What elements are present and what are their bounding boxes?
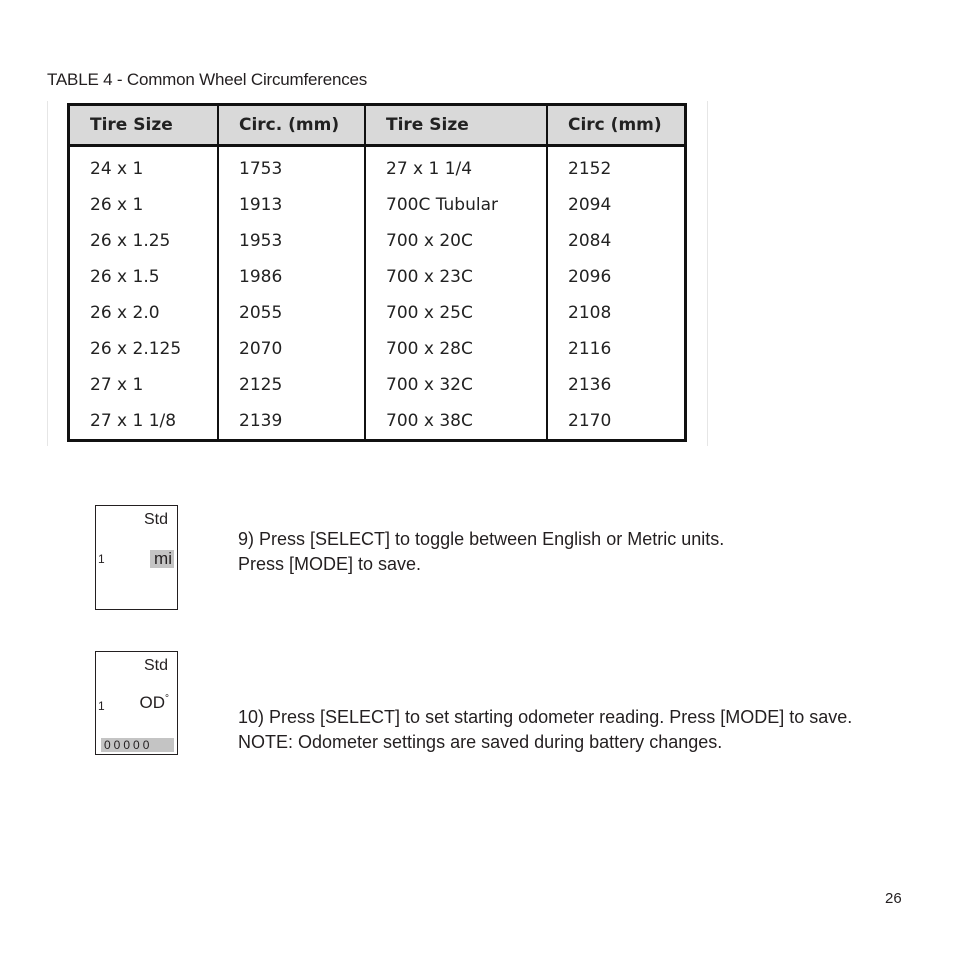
lcd-std-label: Std	[143, 657, 168, 674]
table-cell: 2070	[218, 331, 365, 367]
lcd-index-label: 1	[98, 552, 105, 566]
step-9-instructions	[238, 527, 724, 577]
table-cell: 1753	[218, 146, 365, 188]
table-cell: 700 x 28C	[365, 331, 547, 367]
table-row	[69, 187, 686, 223]
table-row	[69, 259, 686, 295]
step-9-line-2: Press [MODE] to save.	[238, 554, 422, 574]
table-row	[69, 295, 686, 331]
table-cell: 24 x 1	[69, 146, 219, 188]
table-body	[69, 146, 686, 441]
table-caption: TABLE 4 - Common Wheel Circumferences	[47, 70, 368, 89]
table-cell: 700 x 23C	[365, 259, 547, 295]
table-cell: 2055	[218, 295, 365, 331]
header-circ-2: Circ (mm)	[547, 105, 686, 146]
table-row	[69, 403, 686, 441]
table-cell: 2084	[568, 231, 612, 251]
step-10-line-2: NOTE: Odometer settings are saved during battery changes.	[238, 732, 723, 752]
header-tire-size-2: Tire Size	[365, 105, 547, 146]
table-row	[69, 331, 686, 367]
lcd-std-label: Std	[143, 511, 168, 528]
table-cell: 700 x 32C	[365, 367, 547, 403]
table-cell: 2096	[568, 267, 612, 287]
table-cell: 2108	[568, 303, 612, 323]
lcd-index-label: 1	[98, 699, 105, 713]
header-tire-size-1: Tire Size	[69, 105, 219, 146]
table-row	[69, 367, 686, 403]
table-cell: 27 x 1	[69, 367, 219, 403]
step-10-instructions	[238, 705, 852, 755]
table-cell: 26 x 2.0	[69, 295, 219, 331]
lcd-odometer-label	[140, 693, 170, 713]
table-cell: 1986	[218, 259, 365, 295]
lcd-unit-value: mi	[150, 550, 174, 568]
table-row	[69, 146, 686, 188]
table-header-row	[69, 105, 686, 146]
table-cell: 700 x 20C	[365, 223, 547, 259]
header-circ-1: Circ. (mm)	[218, 105, 365, 146]
table-cell: 26 x 1.5	[69, 259, 219, 295]
table-cell: 1913	[218, 187, 365, 223]
table-cell: 27 x 1 1/4	[365, 146, 547, 188]
table-cell: 26 x 2.125	[69, 331, 219, 367]
table-cell: 2116	[568, 339, 612, 359]
table-cell: 26 x 1.25	[69, 223, 219, 259]
degree-mark: °	[165, 693, 169, 705]
table-cell: 700C Tubular	[365, 187, 547, 223]
wheel-circumference-table	[67, 103, 687, 442]
table-cell: 2152	[568, 159, 612, 179]
table-cell: 700 x 38C	[365, 403, 547, 441]
table-row	[69, 223, 686, 259]
table-cell: 2170	[568, 411, 612, 431]
lcd-odometer-digits: 00000	[101, 738, 174, 752]
od-text: OD	[139, 693, 165, 712]
lcd-display-units	[95, 505, 178, 610]
table-cell: 27 x 1 1/8	[69, 403, 219, 441]
page-number: 26	[885, 890, 902, 907]
table-cell: 2139	[218, 403, 365, 441]
step-10-line-1: 10) Press [SELECT] to set starting odometer reading. Press [MODE] to save.	[238, 707, 853, 727]
table-cell: 700 x 25C	[365, 295, 547, 331]
table-cell: 2125	[218, 367, 365, 403]
table-cell: 1953	[218, 223, 365, 259]
lcd-display-odometer	[95, 651, 178, 755]
step-9-line-1: 9) Press [SELECT] to toggle between English or Metric units.	[238, 529, 725, 549]
table-cell: 2136	[568, 375, 612, 395]
table-cell: 26 x 1	[69, 187, 219, 223]
table-cell: 2094	[568, 195, 612, 215]
